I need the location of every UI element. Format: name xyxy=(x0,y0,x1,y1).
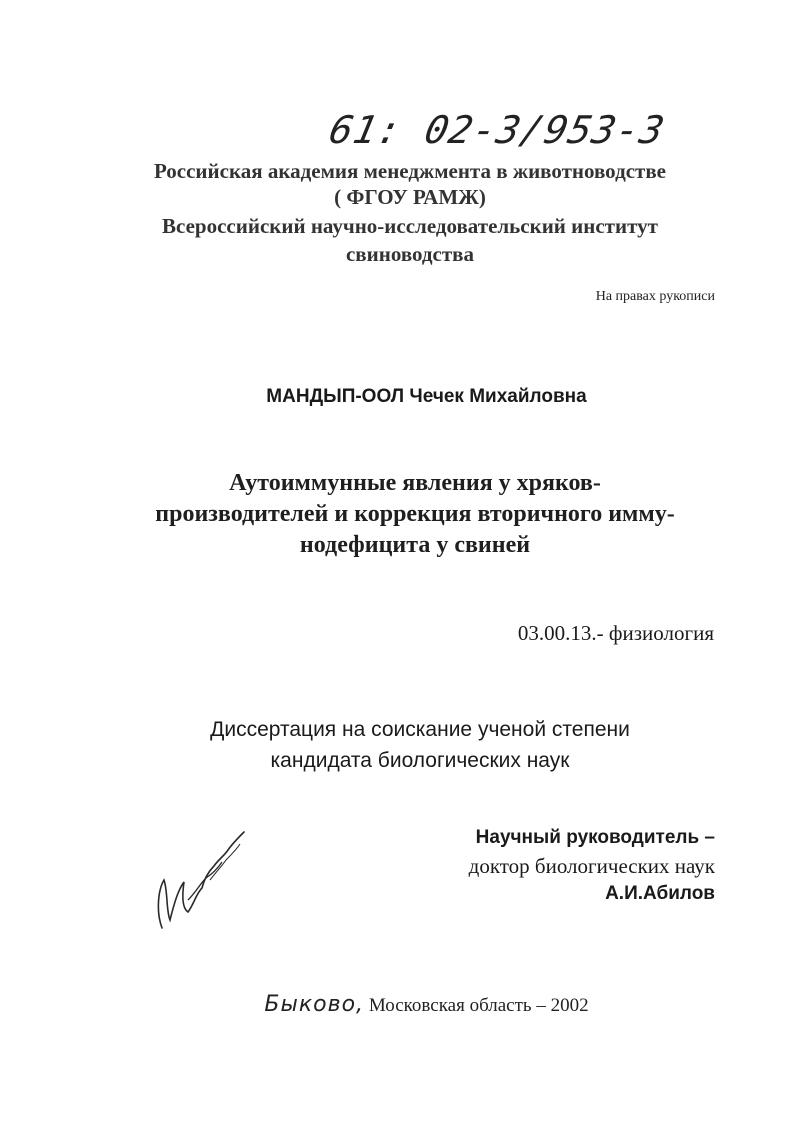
degree-line-2: кандидата биологических наук xyxy=(270,749,570,772)
place-and-year xyxy=(0,992,793,1017)
organization-line-3: Всероссийский научно-исследовательский институт xyxy=(162,214,658,238)
supervisor-name: А.И.Абилов xyxy=(605,883,715,904)
author-name: МАНДЫП-ООЛ Чечек Михайловна xyxy=(266,386,587,407)
organization-line-2: ( ФГОУ РАМЖ) xyxy=(334,185,486,209)
degree-line-1: Диссертация на соискание ученой степени xyxy=(210,718,630,741)
specialty-code: 03.00.13.- физиология xyxy=(517,621,714,645)
title-line-3: нодефицита у свиней xyxy=(299,532,531,558)
organization-line-4: свиноводства xyxy=(345,242,475,266)
supervisor-block xyxy=(469,824,715,908)
handwritten-shelfmark: 61: 02-3/953-3 xyxy=(325,108,669,152)
degree-statement xyxy=(130,714,710,776)
supervisor-degree: доктор биологических наук xyxy=(468,854,715,878)
title-line-2: производителей и коррекция вторичного имму- xyxy=(155,501,675,527)
organization-line-1: Российская академия менеджмента в животноводстве xyxy=(153,159,666,183)
dissertation-title xyxy=(95,468,735,561)
handwritten-city: Быково, xyxy=(264,992,365,1017)
region-year: Московская область – 2002 xyxy=(368,995,589,1016)
rights-note: На правах рукописи xyxy=(595,289,715,304)
title-line-1: Аутоиммунные явления у хряков- xyxy=(229,470,601,496)
handwritten-signature xyxy=(148,820,258,935)
supervisor-label: Научный руководитель – xyxy=(475,827,715,848)
